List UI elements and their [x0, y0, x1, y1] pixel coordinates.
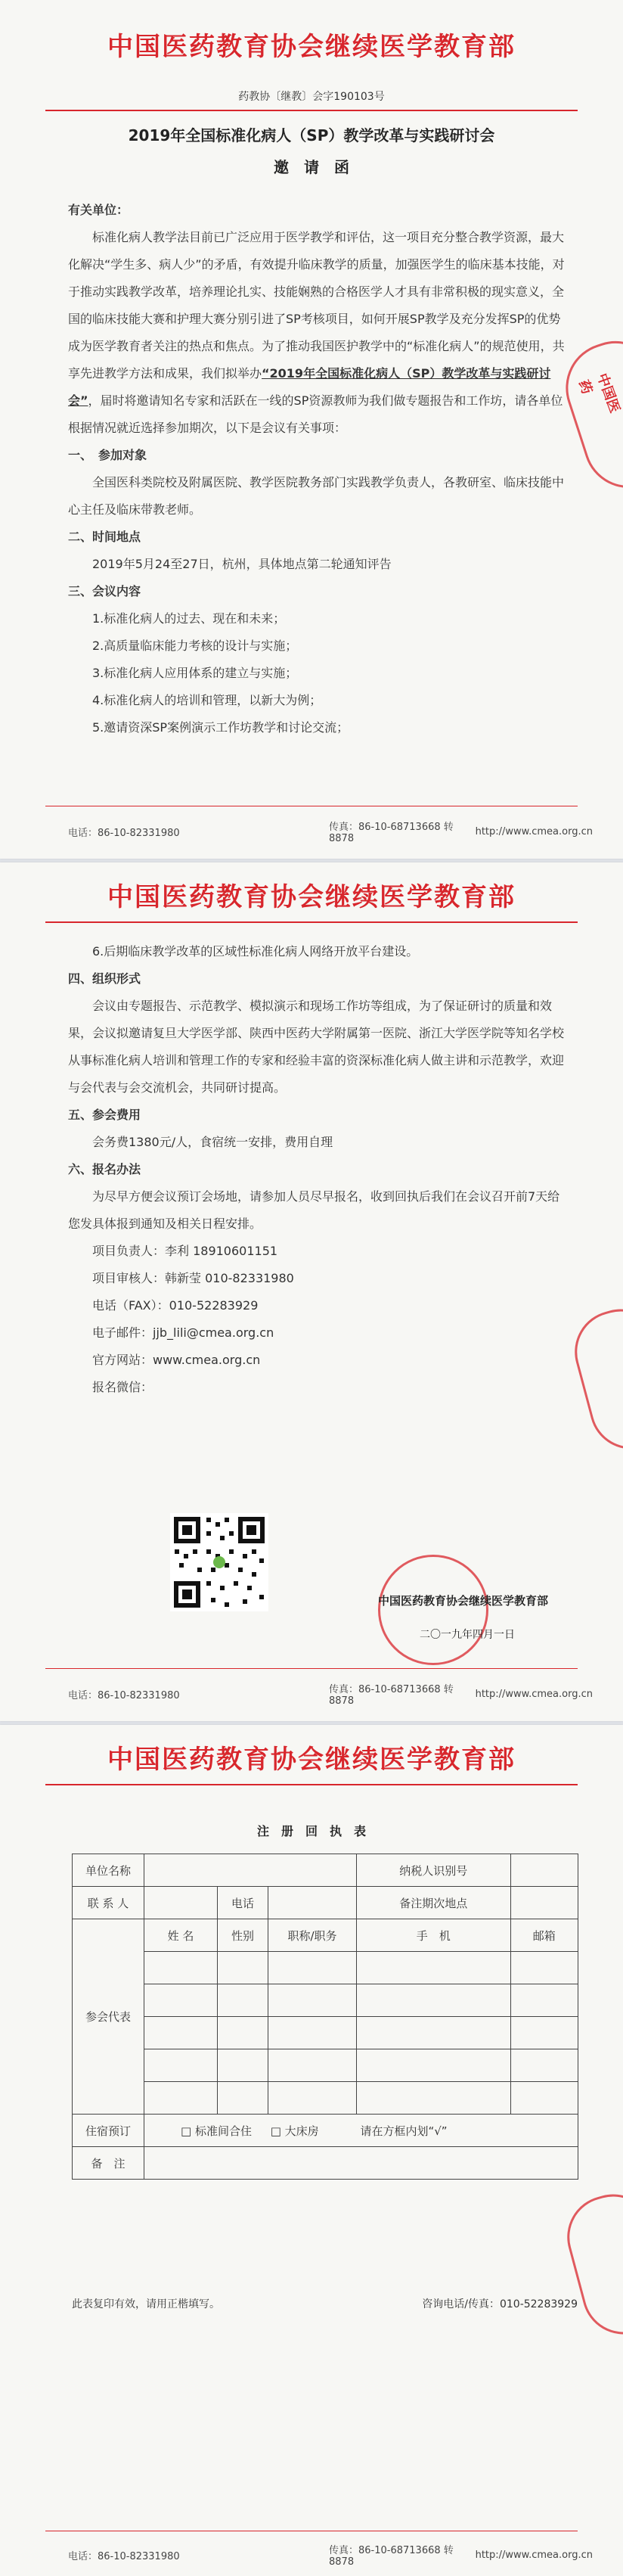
col-email: 邮箱 — [510, 1919, 578, 1952]
letter-page-2 — [0, 862, 623, 1721]
contact-auditor: 项目审核人：韩新莹 010-82331980 — [92, 1271, 294, 1285]
content-item: 6.后期临床教学改革的区域性标准化病人网络开放平台建设。 — [92, 944, 419, 959]
section-format-heading: 四、组织形式 — [68, 971, 141, 986]
content-item: 1.标准化病人的过去、现在和未来； — [92, 611, 286, 626]
salutation: 有关单位： — [68, 203, 129, 217]
qr-label: 报名微信： — [92, 1380, 153, 1394]
contact-field[interactable] — [144, 1887, 218, 1919]
intro-part-1: 标准化病人教学法目前已广泛应用于医学教学和评估，这一项目充分整合教学资源，最大化解决“学生多、病人少”的矛盾，有效提升临床教学的质量，加强医学生的临床基本技能，对于推动实践教学改革，培养理论扎实、技能娴熟的合格医学人才具有非常积极的现实意义，全国的临床技能大赛和护理大赛分别引进了SP考核项目，如何开展SP教学及充分发挥SP的优势成为医学教育者关注的热点和焦点。为了推动我国医护教学中的“标准化病人”的规范使用，共享先进教学方法和成果，我们拟举办 — [68, 230, 565, 381]
remarks-field[interactable] — [144, 2147, 578, 2180]
label-lodging: 住宿预订 — [73, 2115, 144, 2147]
section-participants-heading: 一、 参加对象 — [68, 448, 147, 462]
content-item: 5.邀请资深SP案例演示工作坊教学和讨论交流； — [92, 720, 349, 735]
signature-org: 中国医药教育协会继续医学教育部 — [378, 1594, 549, 1608]
footer-website: http://www.cmea.org.cn — [475, 1688, 593, 1700]
attendee-row[interactable] — [73, 2082, 578, 2115]
table-row — [73, 2115, 578, 2147]
col-gender: 性别 — [218, 1919, 268, 1952]
intro-part-2: ，届时将邀请知名专家和活跃在一线的SP资源教师为我们做专题报告和工作坊，请各单位根据情况就近选择参加期次，以下是会议有关事项： — [68, 393, 563, 435]
contact-website: 官方网站：www.cmea.org.cn — [92, 1353, 261, 1367]
table-row — [73, 1854, 578, 1887]
col-name: 姓 名 — [144, 1919, 218, 1952]
footer-fax: 传真：86-10-68713668 转 8878 — [329, 822, 454, 844]
form-title: 注 册 回 执 表 — [256, 1824, 366, 1838]
header-rule — [45, 110, 578, 111]
doc-number: 药教协〔继教〕会字190103号 — [238, 91, 385, 103]
contact-lead: 项目负责人：李利 18910601151 — [92, 1244, 278, 1258]
footer — [68, 1681, 593, 1707]
seal-stamp — [558, 2185, 623, 2344]
event-name-highlight: “2019年全国标准化病人（SP）教学改革与实践研讨会” — [68, 366, 551, 408]
form-note-right: 咨询电话/传真：010-52283929 — [422, 2298, 578, 2310]
footer — [68, 2542, 593, 2568]
signature-date: 二〇一九年四月一日 — [420, 1629, 515, 1641]
form-note-left: 此表复印有效，请用正楷填写。 — [72, 2298, 220, 2310]
footer — [68, 819, 593, 844]
attendee-row[interactable] — [73, 1952, 578, 1984]
registration-page — [0, 1725, 623, 2576]
section-fee-heading: 五、参会费用 — [68, 1108, 141, 1122]
label-phone: 电话 — [218, 1887, 268, 1919]
unit-name-field[interactable] — [144, 1854, 357, 1887]
header-rule — [45, 921, 578, 923]
label-tax-id: 纳税人识别号 — [357, 1854, 511, 1887]
registration-form-table — [72, 1854, 578, 2180]
footer-rule — [45, 1668, 578, 1669]
section-participants-text: 全国医科类院校及附属医院、教学医院教务部门实践教学负责人，各教研室、临床技能中心主任及临床带教老师。 — [68, 475, 565, 517]
label-remarks: 备 注 — [73, 2147, 144, 2180]
section-format-text: 会议由专题报告、示范教学、模拟演示和现场工作坊等组成，为了保证研讨的质量和效果，会议拟邀请复旦大学医学部、陕西中医药大学附属第一医院、浙江大学医学院等知名学校从事标准化病人培训和管理工作的专家和经验丰富的资深标准化病人做主讲和示范教学，欢迎与会代表与会交流机会，共同研讨提高。 — [68, 999, 565, 1095]
attendee-row[interactable] — [73, 2017, 578, 2049]
letter-body-continued — [68, 938, 566, 1401]
seal-stamp — [378, 1555, 488, 1665]
section-time-heading: 二、时间地点 — [68, 530, 141, 544]
footer-phone: 电话：86-10-82331980 — [68, 827, 180, 839]
meeting-title: 2019年全国标准化病人（SP）教学改革与实践研讨会 — [128, 126, 495, 144]
phone-field[interactable] — [268, 1887, 357, 1919]
letter-subtitle: 邀 请 函 — [274, 158, 349, 176]
content-item: 3.标准化病人应用体系的建立与实施； — [92, 666, 298, 680]
label-unit-name: 单位名称 — [73, 1854, 144, 1887]
col-title: 职称/职务 — [268, 1919, 357, 1952]
wechat-qr-code — [170, 1513, 268, 1611]
section-time-text: 2019年5月24至27日，杭州，具体地点第二轮通知评告 — [92, 557, 392, 571]
section-content-heading: 三、会议内容 — [68, 584, 141, 598]
letterhead-title: 中国医药教育协会继续医学教育部 — [107, 1745, 516, 1775]
letterhead-title: 中国医药教育协会继续医学教育部 — [107, 32, 516, 62]
section-registration-heading: 六、报名办法 — [68, 1162, 141, 1176]
contact-phone: 电话（FAX）：010-52283929 — [92, 1298, 259, 1313]
letterhead-title: 中国医药教育协会继续医学教育部 — [107, 882, 516, 912]
session-field[interactable] — [510, 1887, 578, 1919]
label-contact: 联 系 人 — [73, 1887, 144, 1919]
section-fee-text: 会务费1380元/人，食宿统一安排，费用自理 — [92, 1135, 333, 1149]
footer-fax: 传真：86-10-68713668 转 8878 — [329, 2545, 454, 2568]
footer-website: http://www.cmea.org.cn — [475, 825, 593, 837]
contact-email: 电子邮件：jjb_lili@cmea.org.cn — [92, 1325, 274, 1340]
letter-page-1 — [0, 0, 623, 859]
footer-phone: 电话：86-10-82331980 — [68, 1689, 180, 1701]
section-registration-text: 为尽早方便会议预订会场地，请参加人员尽早报名，收到回执后我们在会议召开前7天给您发具体报到通知及相关日程安排。 — [68, 1189, 560, 1231]
option-king-room[interactable]: □ 大床房 — [270, 2124, 319, 2138]
lodging-options — [144, 2115, 578, 2147]
label-attendees: 参会代表 — [73, 1919, 144, 2115]
footer-fax: 传真：86-10-68713668 转 8878 — [329, 1684, 454, 1707]
seal-stamp — [566, 1300, 623, 1459]
label-session: 备注期次地点 — [357, 1887, 511, 1919]
table-row — [73, 1919, 578, 1952]
table-row — [73, 1887, 578, 1919]
col-mobile: 手 机 — [357, 1919, 511, 1952]
intro-paragraph — [68, 224, 566, 442]
attendee-row[interactable] — [73, 2049, 578, 2082]
tax-id-field[interactable] — [510, 1854, 578, 1887]
header-rule — [45, 1784, 578, 1785]
content-item: 2.高质量临床能力考核的设计与实施； — [92, 639, 298, 653]
seal-stamp-text: 中国医药 — [575, 371, 623, 415]
footer-website: http://www.cmea.org.cn — [475, 2549, 593, 2561]
content-item: 4.标准化病人的培训和管理，以新大为例； — [92, 693, 322, 707]
table-row — [73, 2147, 578, 2180]
letter-body — [68, 197, 566, 741]
attendee-row[interactable] — [73, 1984, 578, 2017]
lodging-note: 请在方框内划“√” — [360, 2124, 448, 2138]
footer-phone: 电话：86-10-82331980 — [68, 2550, 180, 2562]
option-standard-room[interactable]: □ 标准间合住 — [181, 2124, 252, 2138]
